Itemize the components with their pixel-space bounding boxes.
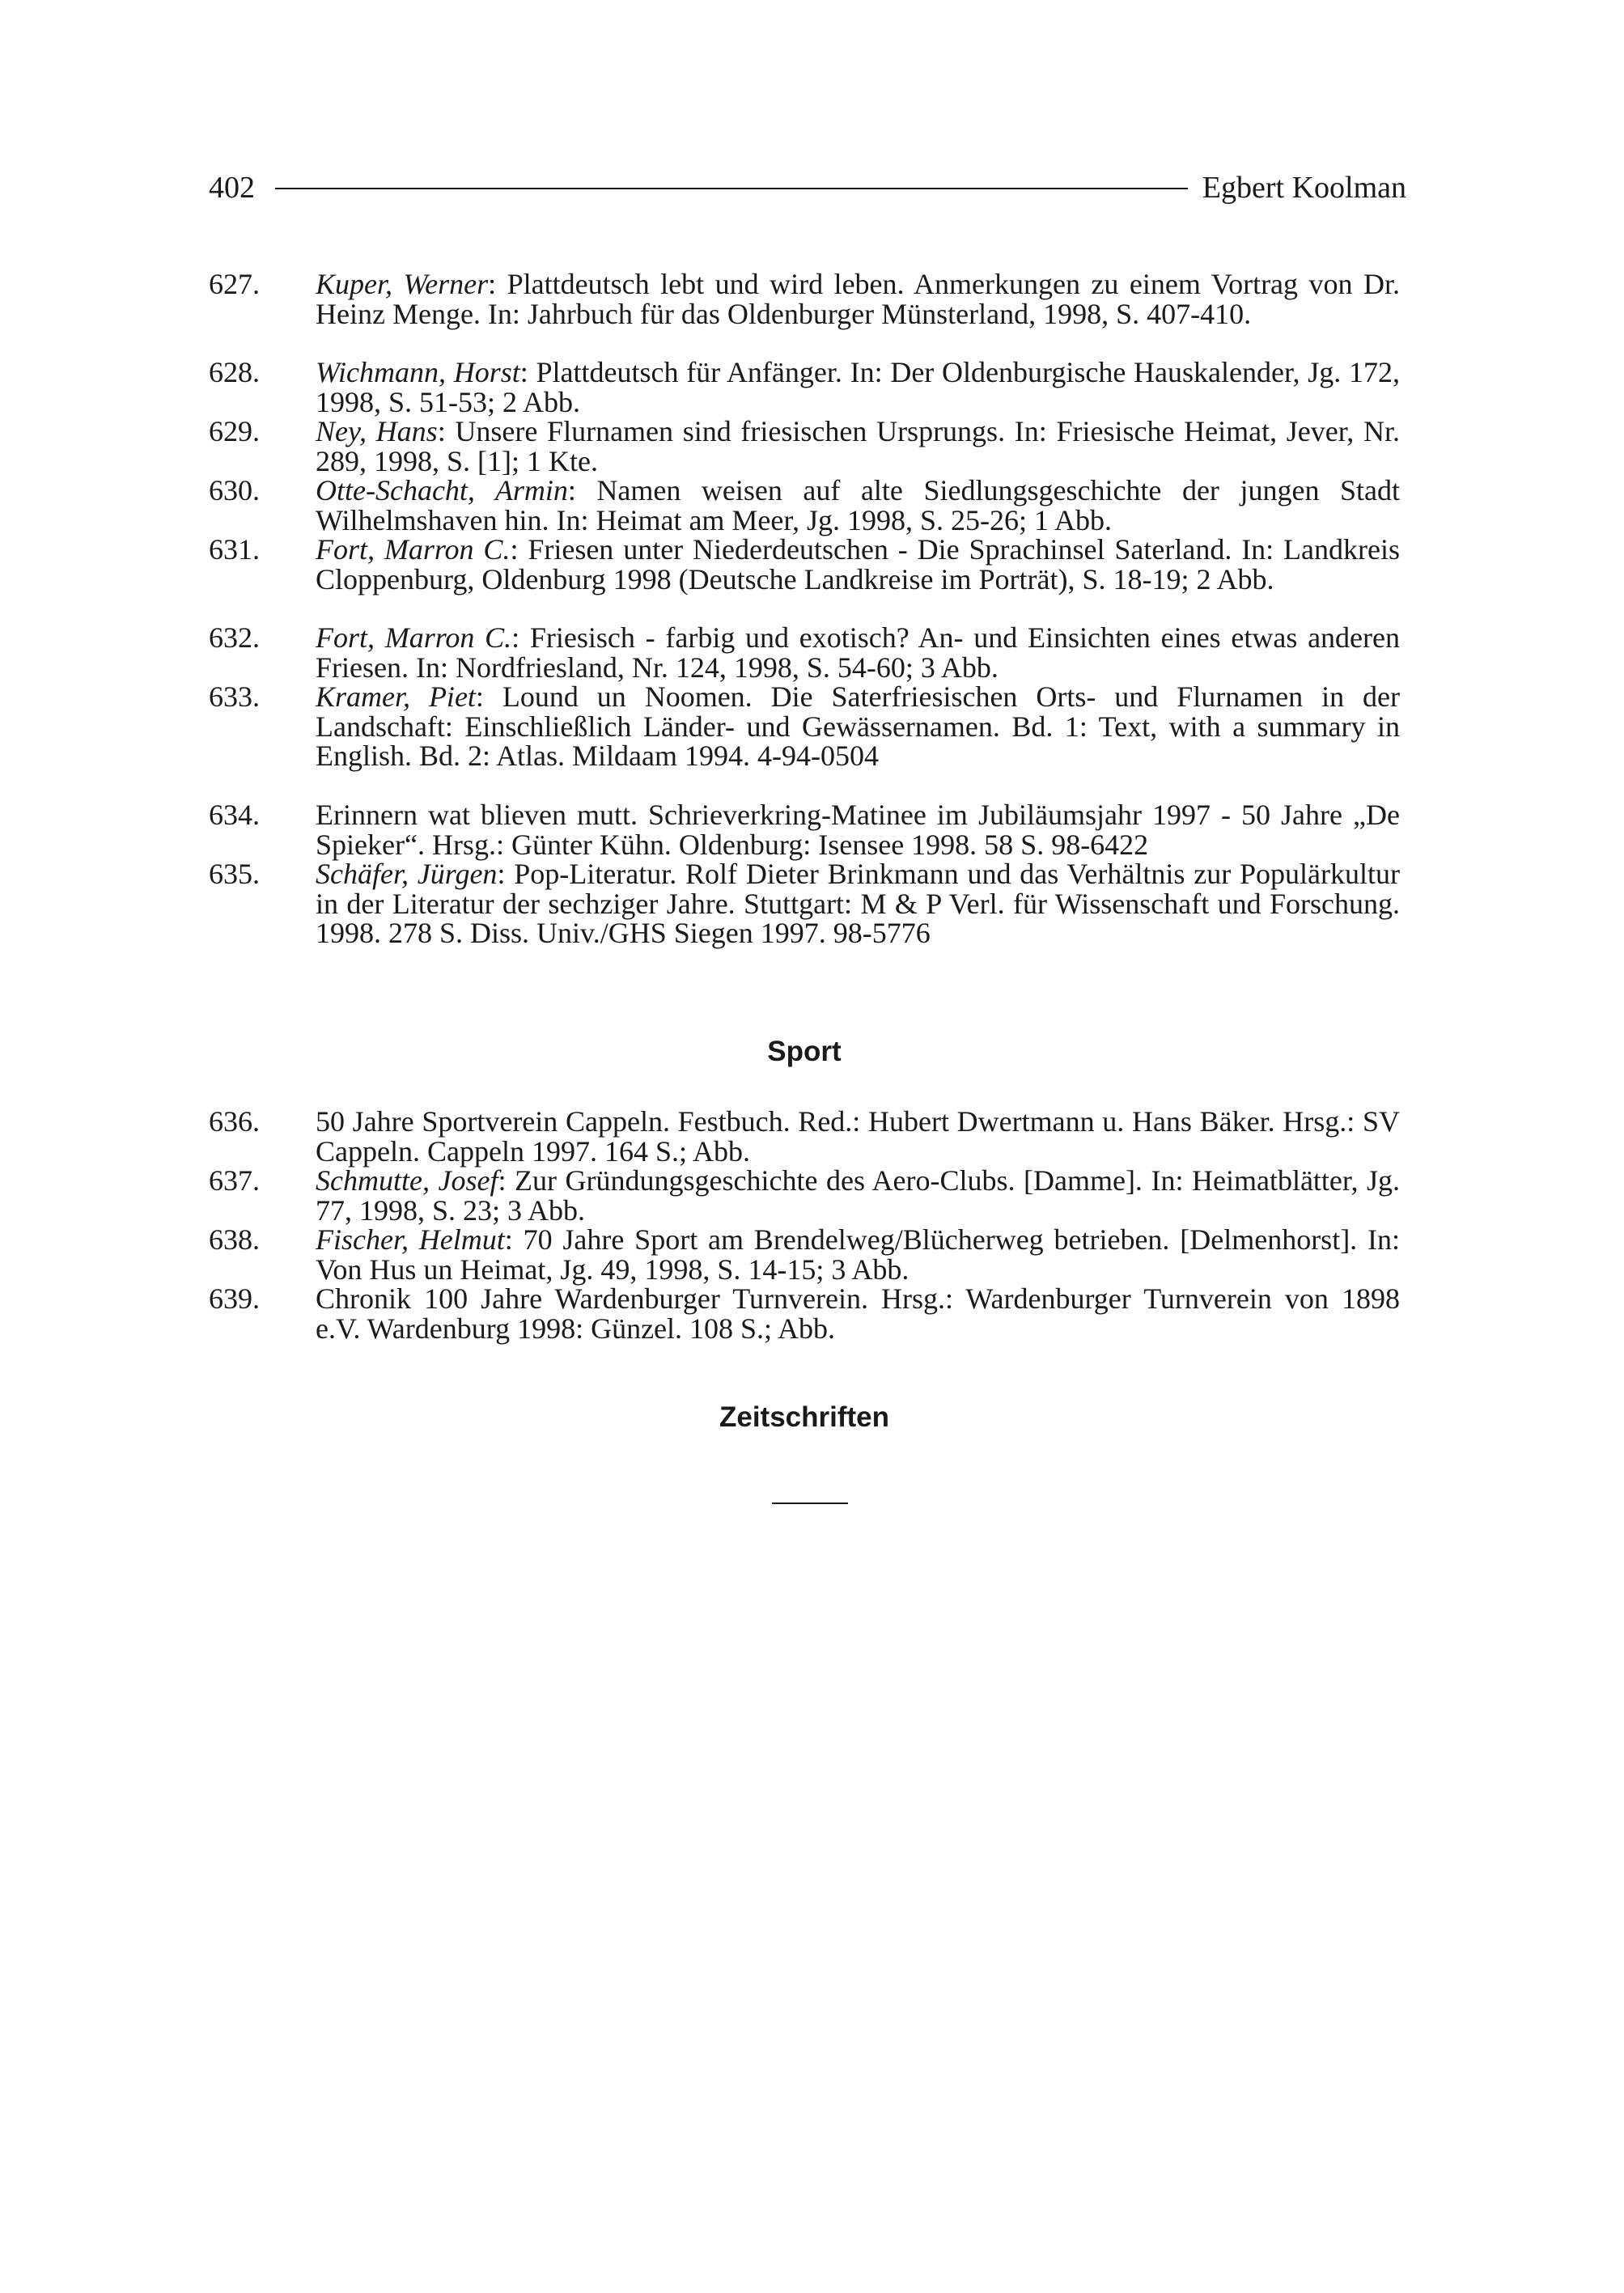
bibliography-entry bbox=[209, 476, 1400, 535]
entry-author: Schäfer, Jürgen bbox=[316, 858, 498, 890]
entry-author: Wichmann, Horst bbox=[316, 356, 520, 388]
entry-text: Erinnern wat blieven mutt. Schrieverkring-Matinee im Jubiläumsjahr 1997 - 50 Jahre „De Spieker“. Hrsg.: Günter Kühn. Oldenburg: Isensee 1998. 58 S. 98-6422 bbox=[316, 799, 1400, 861]
entry-text: : Lound un Noomen. Die Saterfriesischen Orts- und Flurnamen in der Landschaft: Einschließlich Länder- und Gewässernamen. Bd. 1: Text, with a summary in English. Bd. 2: Atlas. Mildaam 1994. 4-94-0504 bbox=[316, 680, 1400, 772]
entry-number: 635. bbox=[209, 858, 260, 890]
entry-number: 630. bbox=[209, 474, 260, 506]
entry-number: 638. bbox=[209, 1223, 260, 1256]
section-heading-zeitschriften: Zeitschriften bbox=[719, 1401, 890, 1433]
entry-text: : Plattdeutsch lebt und wird leben. Anmerkungen zu einem Vortrag von Dr. Heinz Menge. In: Jahrbuch für das Oldenburger Münsterland, 1998, S. 407-410. bbox=[316, 268, 1401, 330]
entry-author: Fort, Marron C. bbox=[316, 621, 512, 654]
entries-list-sport bbox=[209, 1107, 1400, 1343]
bibliography-entry bbox=[209, 358, 1400, 417]
bibliography-entry bbox=[209, 1107, 1400, 1166]
entry-number: 631. bbox=[209, 533, 260, 566]
entry-number: 632. bbox=[209, 621, 260, 654]
entry-author: Schmutte, Josef bbox=[316, 1164, 498, 1197]
bibliography-entry bbox=[209, 623, 1400, 682]
entry-text: : Namen weisen auf alte Siedlungsgeschichte der jungen Stadt Wilhelmshaven hin. In: Heimat am Meer, Jg. 1998, S. 25-26; 1 Abb. bbox=[316, 474, 1401, 536]
page-number: 402 bbox=[209, 171, 255, 205]
bibliography-entry bbox=[209, 682, 1400, 800]
bibliography-entry bbox=[209, 1166, 1400, 1225]
entries-list-language bbox=[209, 269, 1400, 947]
entry-number: 634. bbox=[209, 799, 260, 831]
entry-number: 629. bbox=[209, 415, 260, 447]
entry-author: Kuper, Werner bbox=[316, 268, 489, 300]
entry-text: : Zur Gründungsgeschichte des Aero-Clubs. [Damme]. In: Heimatblätter, Jg. 77, 1998, S. 23; 3 Abb. bbox=[316, 1164, 1400, 1227]
entry-number: 636. bbox=[209, 1105, 260, 1138]
entry-author: Otte-Schacht, Armin bbox=[316, 474, 568, 506]
entry-text: : Plattdeutsch für Anfänger. In: Der Oldenburgische Hauskalender, Jg. 172, 1998, S. 51-53; 2 Abb. bbox=[316, 356, 1401, 418]
bibliography-entry bbox=[209, 535, 1400, 623]
running-header bbox=[209, 165, 1406, 210]
bibliography-entry bbox=[209, 859, 1400, 947]
entry-text: : Pop-Literatur. Rolf Dieter Brinkmann und das Verhältnis zur Populärkultur in der Literatur der sechziger Jahre. Stuttgart: M & P Verl. für Wissenschaft und Forschung. 1998. 278 S. Diss. Univ./GHS Siegen 1997. 98-5776 bbox=[316, 858, 1400, 949]
bibliography-entry bbox=[209, 1284, 1400, 1343]
entry-number: 628. bbox=[209, 356, 260, 388]
bibliography-entry bbox=[209, 269, 1400, 358]
entry-text: : Friesisch - farbig und exotisch? An- und Einsichten eines etwas anderen Friesen. In: Nordfriesland, Nr. 124, 1998, S. 54-60; 3 Abb. bbox=[316, 621, 1400, 684]
bibliography-entry bbox=[209, 800, 1400, 859]
header-author: Egbert Koolman bbox=[1188, 165, 1406, 210]
entry-text: 50 Jahre Sportverein Cappeln. Festbuch. Red.: Hubert Dwertmann u. Hans Bäker. Hrsg.: SV Cappeln. Cappeln 1997. 164 S.; Abb. bbox=[316, 1105, 1400, 1168]
entry-number: 633. bbox=[209, 680, 260, 713]
entry-number: 637. bbox=[209, 1164, 260, 1197]
entry-number: 639. bbox=[209, 1282, 260, 1315]
entry-number: 627. bbox=[209, 268, 260, 300]
entry-text: Chronik 100 Jahre Wardenburger Turnverein. Hrsg.: Wardenburger Turnverein von 1898 e.V. Wardenburg 1998: Günzel. 108 S.; Abb. bbox=[316, 1282, 1400, 1345]
entry-text: : Unsere Flurnamen sind friesischen Ursprungs. In: Friesische Heimat, Jever, Nr. 289, 1998, S. [1]; 1 Kte. bbox=[316, 415, 1400, 477]
end-rule bbox=[772, 1503, 848, 1504]
bibliography-entry bbox=[209, 417, 1400, 476]
entry-text: : 70 Jahre Sport am Brendelweg/Blücherweg betrieben. [Delmenhorst]. In: Von Hus un Heimat, Jg. 49, 1998, S. 14-15; 3 Abb. bbox=[316, 1223, 1400, 1286]
entry-text: : Friesen unter Niederdeutschen - Die Sprachinsel Saterland. In: Landkreis Cloppenburg, Oldenburg 1998 (Deutsche Landkreise im Porträt), S. 18-19; 2 Abb. bbox=[316, 533, 1401, 596]
bibliography-entry bbox=[209, 1225, 1400, 1284]
entry-author: Ney, Hans bbox=[316, 415, 438, 447]
entry-author: Fort, Marron C. bbox=[316, 533, 511, 566]
entry-author: Kramer, Piet bbox=[316, 680, 476, 713]
section-heading-sport: Sport bbox=[767, 1036, 842, 1067]
entry-author: Fischer, Helmut bbox=[316, 1223, 505, 1256]
